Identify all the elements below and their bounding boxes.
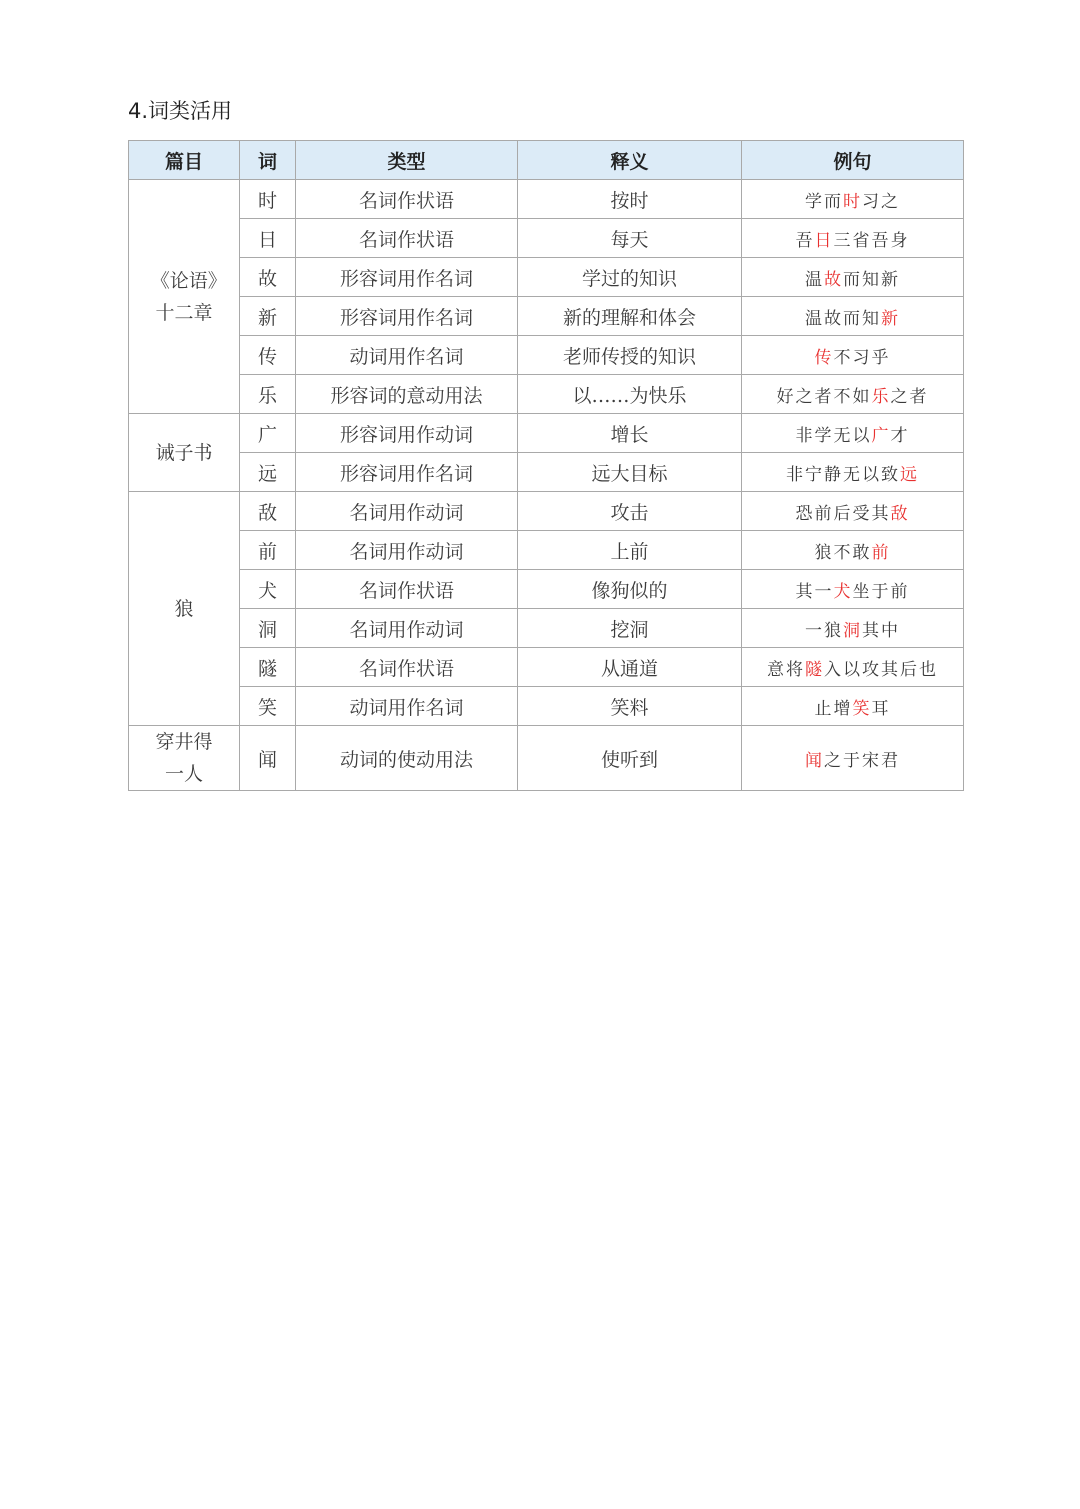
meaning-cell: 使听到 [518, 726, 742, 791]
example-cell [742, 258, 964, 297]
word-cell: 新 [240, 297, 296, 336]
example-text-before: 非学无以 [795, 425, 872, 446]
example-cell [742, 492, 964, 531]
example-highlight-word: 笑 [852, 698, 872, 719]
word-cell: 广 [240, 414, 296, 453]
example-text-after: 之者 [890, 386, 929, 407]
header-word: 词 [240, 141, 296, 180]
example-text-after: 不习乎 [833, 347, 891, 368]
word-cell: 隧 [240, 648, 296, 687]
example-cell [742, 453, 964, 492]
table-row [129, 297, 964, 336]
type-cell: 名词用作动词 [296, 492, 518, 531]
example-cell [742, 648, 964, 687]
type-cell: 名词作状语 [296, 219, 518, 258]
type-cell: 形容词用作名词 [296, 297, 518, 336]
word-cell: 笑 [240, 687, 296, 726]
meaning-cell: 像狗似的 [518, 570, 742, 609]
example-highlight-word: 传 [814, 347, 834, 368]
example-cell [742, 531, 964, 570]
chapter-cell: 《论语》十二章 [129, 180, 240, 414]
example-highlight-word: 闻 [805, 750, 824, 771]
example-text-before: 好之者不如 [776, 386, 872, 407]
section-title: 4.词类活用 [128, 99, 233, 123]
table-row [129, 609, 964, 648]
meaning-cell: 学过的知识 [518, 258, 742, 297]
word-cell: 日 [240, 219, 296, 258]
example-text-before: 非宁静无以致 [786, 464, 900, 485]
example-highlight-word: 时 [843, 191, 862, 212]
word-cell: 闻 [240, 726, 296, 791]
example-text-after: 其中 [862, 620, 900, 641]
example-highlight-word: 前 [871, 542, 891, 563]
header-example: 例句 [742, 141, 964, 180]
chapter-cell: 穿井得一人 [129, 726, 240, 791]
meaning-cell: 老师传授的知识 [518, 336, 742, 375]
example-highlight-word: 广 [871, 425, 891, 446]
table-header-row [129, 141, 964, 180]
example-text-before: 意将 [767, 659, 805, 680]
word-cell: 乐 [240, 375, 296, 414]
type-cell: 形容词用作动词 [296, 414, 518, 453]
table-body [129, 180, 964, 791]
example-cell [742, 297, 964, 336]
word-cell: 敌 [240, 492, 296, 531]
type-cell: 形容词用作名词 [296, 258, 518, 297]
meaning-cell: 按时 [518, 180, 742, 219]
example-highlight-word: 敌 [890, 503, 910, 524]
table-row [129, 375, 964, 414]
word-cell: 时 [240, 180, 296, 219]
chapter-cell: 诫子书 [129, 414, 240, 492]
example-cell [742, 219, 964, 258]
example-text-before: 学而 [805, 191, 843, 212]
table-row [129, 687, 964, 726]
meaning-cell: 笑料 [518, 687, 742, 726]
type-cell: 动词的使动用法 [296, 726, 518, 791]
table-row [129, 531, 964, 570]
table-row [129, 414, 964, 453]
example-highlight-word: 新 [881, 308, 900, 329]
type-cell: 动词用作名词 [296, 687, 518, 726]
chapter-cell: 狼 [129, 492, 240, 726]
header-meaning: 释义 [518, 141, 742, 180]
type-cell: 名词作状语 [296, 180, 518, 219]
example-highlight-word: 乐 [871, 386, 891, 407]
type-cell: 名词作状语 [296, 570, 518, 609]
meaning-cell: 以……为快乐 [518, 375, 742, 414]
example-text-before: 吾 [795, 230, 815, 251]
example-highlight-word: 犬 [833, 581, 853, 602]
example-highlight-word: 隧 [805, 659, 824, 680]
table-row [129, 219, 964, 258]
type-cell: 名词用作动词 [296, 531, 518, 570]
table-row [129, 453, 964, 492]
header-chapter: 篇目 [129, 141, 240, 180]
example-text-before: 恐前后受其 [795, 503, 891, 524]
meaning-cell: 每天 [518, 219, 742, 258]
table-row [129, 570, 964, 609]
word-cell: 故 [240, 258, 296, 297]
example-text-after: 习之 [862, 191, 900, 212]
example-text-after: 而知新 [843, 269, 900, 290]
meaning-cell: 增长 [518, 414, 742, 453]
meaning-cell: 挖洞 [518, 609, 742, 648]
example-cell [742, 180, 964, 219]
example-text-after: 才 [890, 425, 910, 446]
table-row [129, 492, 964, 531]
example-cell [742, 570, 964, 609]
table-row [129, 180, 964, 219]
word-usage-table [128, 140, 964, 791]
type-cell: 形容词用作名词 [296, 453, 518, 492]
example-text-before: 狼不敢 [814, 542, 872, 563]
word-cell: 犬 [240, 570, 296, 609]
word-cell: 远 [240, 453, 296, 492]
example-text-before: 温 [805, 269, 824, 290]
example-text-before: 一狼 [805, 620, 843, 641]
example-cell [742, 375, 964, 414]
meaning-cell: 上前 [518, 531, 742, 570]
example-text-after: 坐于前 [852, 581, 910, 602]
type-cell: 名词作状语 [296, 648, 518, 687]
meaning-cell: 新的理解和体会 [518, 297, 742, 336]
example-cell [742, 687, 964, 726]
type-cell: 形容词的意动用法 [296, 375, 518, 414]
example-text-after: 耳 [871, 698, 891, 719]
word-cell: 洞 [240, 609, 296, 648]
word-cell: 前 [240, 531, 296, 570]
example-text-before: 止增 [814, 698, 853, 719]
example-highlight-word: 洞 [843, 620, 862, 641]
table-row [129, 648, 964, 687]
example-text-before: 温故而知 [805, 308, 881, 329]
meaning-cell: 远大目标 [518, 453, 742, 492]
example-cell [742, 414, 964, 453]
word-cell: 传 [240, 336, 296, 375]
table-row [129, 258, 964, 297]
type-cell: 名词用作动词 [296, 609, 518, 648]
table-row [129, 336, 964, 375]
example-highlight-word: 日 [814, 230, 834, 251]
example-cell [742, 336, 964, 375]
example-text-after: 入以攻其后也 [824, 659, 938, 680]
table-row [129, 726, 964, 791]
example-highlight-word: 故 [824, 269, 843, 290]
example-highlight-word: 远 [900, 464, 919, 485]
example-text-before: 其一 [795, 581, 834, 602]
example-text-after: 之于宋君 [824, 750, 900, 771]
example-cell [742, 609, 964, 648]
meaning-cell: 攻击 [518, 492, 742, 531]
example-text-after: 三省吾身 [833, 230, 910, 251]
example-cell [742, 726, 964, 791]
type-cell: 动词用作名词 [296, 336, 518, 375]
header-type: 类型 [296, 141, 518, 180]
meaning-cell: 从通道 [518, 648, 742, 687]
